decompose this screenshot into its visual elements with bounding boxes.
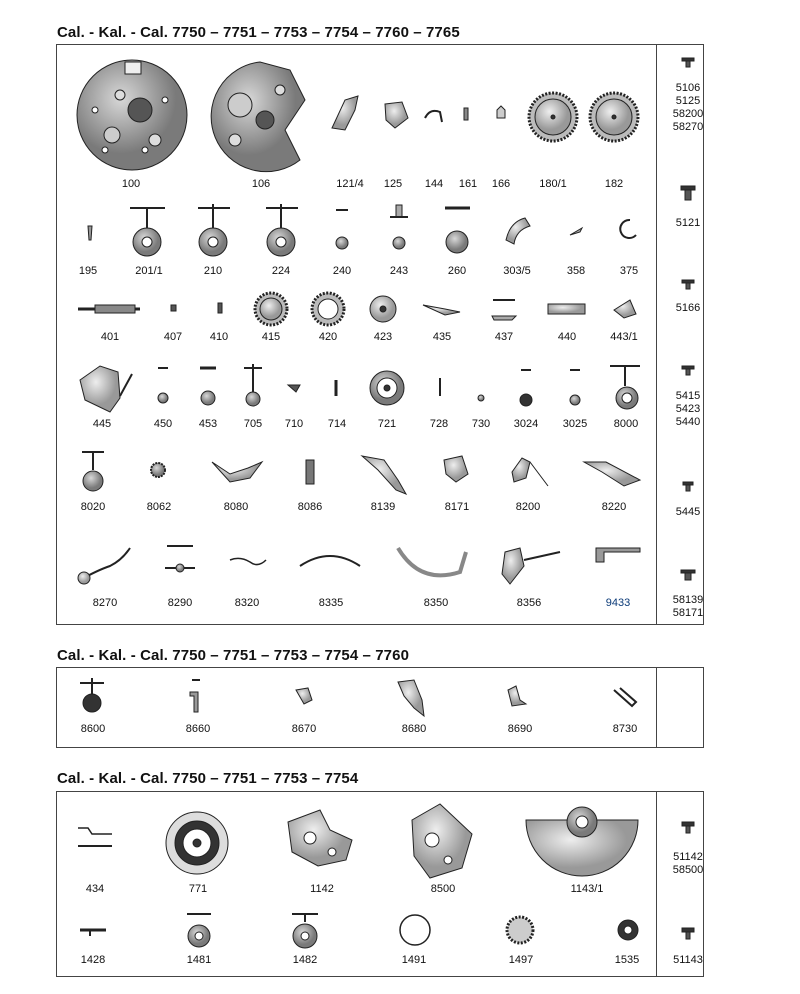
screw-icon [682, 58, 694, 67]
bridge-106 [211, 62, 305, 172]
part-number: 166 [491, 178, 511, 190]
gear-182 [590, 93, 638, 141]
part-number: 240 [332, 265, 352, 277]
screw-icon [681, 186, 695, 200]
screw-number: 58200 [672, 108, 704, 120]
part-number: 8000 [613, 418, 639, 430]
part-number: 3025 [562, 418, 588, 430]
part-number: 8660 [185, 723, 211, 735]
screw-number: 5166 [675, 302, 701, 314]
part-number: 195 [78, 265, 98, 277]
screw-icon [683, 482, 693, 491]
gear-180-1 [529, 93, 577, 141]
part-number: 407 [163, 331, 183, 343]
part-number: 410 [209, 331, 229, 343]
part-number: 710 [284, 418, 304, 430]
part-number: 8062 [146, 501, 172, 513]
screw-numbers [658, 954, 718, 967]
part-number: 161 [458, 178, 478, 190]
part-number: 1482 [292, 954, 318, 966]
part-number: 437 [494, 331, 514, 343]
part-number: 1535 [614, 954, 640, 966]
part-number: 8320 [234, 597, 260, 609]
mainplate-100 [77, 60, 187, 170]
part-number: 420 [318, 331, 338, 343]
screw-number: 5440 [675, 416, 701, 428]
part-number: 443/1 [610, 331, 638, 343]
part-number: 8730 [612, 723, 638, 735]
part-number: 453 [198, 418, 218, 430]
screw-numbers [658, 302, 718, 315]
screw-number: 51142 [673, 851, 703, 863]
screw-number: 5106 [675, 82, 701, 94]
part-number: 303/5 [503, 265, 531, 277]
screw-numbers [658, 217, 718, 230]
part-number: 375 [619, 265, 639, 277]
part-number: 730 [471, 418, 491, 430]
part-number: 8690 [507, 723, 533, 735]
part-number: 721 [377, 418, 397, 430]
part-number: 8020 [80, 501, 106, 513]
part-number: 1497 [508, 954, 534, 966]
part-number: 415 [261, 331, 281, 343]
section-title: Cal. - Kal. - Cal. 7750 – 7751 – 7753 – 7754 – 7760 [57, 647, 410, 664]
part-number: 9433 [605, 597, 631, 609]
part-number: 180/1 [539, 178, 567, 190]
screw-number: 58270 [672, 121, 704, 133]
screw-number: 5125 [675, 95, 701, 107]
part-number: 8600 [80, 723, 106, 735]
part-number: 401 [100, 331, 120, 343]
screw-number: 5423 [675, 403, 701, 415]
part-number: 8350 [423, 597, 449, 609]
part-number: 1481 [186, 954, 212, 966]
part-number: 8670 [291, 723, 317, 735]
part-number: 8500 [430, 883, 456, 895]
part-number: 714 [327, 418, 347, 430]
screw-number: 51143 [673, 954, 703, 966]
part-number: 201/1 [135, 265, 163, 277]
part-number: 1143/1 [570, 883, 604, 895]
part-number: 8139 [370, 501, 396, 513]
screw-number: 5121 [675, 217, 701, 229]
part-number: 8171 [444, 501, 470, 513]
section-title: Cal. - Kal. - Cal. 7750 – 7751 – 7753 – 7754 [57, 770, 359, 787]
part-number: 8220 [601, 501, 627, 513]
part-number: 450 [153, 418, 173, 430]
screw-number: 5415 [675, 390, 701, 402]
part-number: 8200 [515, 501, 541, 513]
part-number: 8086 [297, 501, 323, 513]
screw-number: 58139 [672, 594, 704, 606]
part-number: 8270 [92, 597, 118, 609]
part-number: 3024 [513, 418, 539, 430]
part-number: 445 [92, 418, 112, 430]
screw-number: 58171 [672, 607, 704, 619]
part-number: 210 [203, 265, 223, 277]
part-number: 705 [243, 418, 263, 430]
part-number: 358 [566, 265, 586, 277]
part-number: 121/4 [336, 178, 364, 190]
part-number: 8356 [516, 597, 542, 609]
screw-numbers [658, 82, 718, 134]
part-number: 728 [429, 418, 449, 430]
part-number: 1491 [401, 954, 427, 966]
part-number: 8290 [167, 597, 193, 609]
screw-icon [681, 570, 695, 580]
part-number: 224 [271, 265, 291, 277]
part-number: 771 [188, 883, 208, 895]
screw-numbers [658, 851, 718, 877]
part-number: 243 [389, 265, 409, 277]
screw-number: 58500 [672, 864, 704, 876]
hairspring-771 [166, 812, 228, 874]
part-number: 423 [373, 331, 393, 343]
screw-icon [682, 366, 694, 375]
part-number: 440 [557, 331, 577, 343]
screw-numbers [658, 594, 718, 620]
part-number: 144 [424, 178, 444, 190]
part-number: 8080 [223, 501, 249, 513]
section-title: Cal. - Kal. - Cal. 7750 – 7751 – 7753 – 7754 – 7760 – 7765 [57, 24, 460, 41]
screw-icon [682, 822, 694, 833]
part-number: 1428 [80, 954, 106, 966]
part-number: 106 [251, 178, 271, 190]
part-number: 182 [604, 178, 624, 190]
part-number: 1142 [310, 883, 334, 895]
screw-number: 5445 [675, 506, 701, 518]
screw-icon [682, 928, 694, 939]
part-number: 100 [121, 178, 141, 190]
rotor-1143-1 [526, 807, 638, 876]
screw-numbers [658, 390, 718, 429]
part-number: 260 [447, 265, 467, 277]
screw-icon [682, 280, 694, 289]
part-number: 125 [383, 178, 403, 190]
part-number: 8680 [401, 723, 427, 735]
part-number: 435 [432, 331, 452, 343]
part-number: 434 [85, 883, 105, 895]
screw-numbers [658, 506, 718, 519]
part-number: 8335 [318, 597, 344, 609]
